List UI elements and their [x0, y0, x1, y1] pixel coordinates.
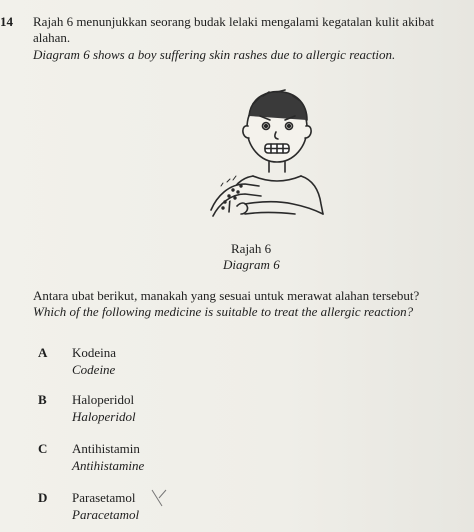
option-b-letter: B	[38, 392, 47, 407]
option-b-english: Haloperidol	[72, 409, 136, 424]
figure-label-english: Diagram 6	[223, 257, 280, 272]
pencil-cross-mark	[150, 488, 172, 512]
prompt-malay: Antara ubat berikut, manakah yang sesuai untuk merawat alahan tersebut?	[33, 288, 420, 303]
option-c-malay: Antihistamin	[72, 441, 140, 456]
question-malay-line1: Rajah 6 menunjukkan seorang budak lelaki mengalami kegatalan kulit akibat	[33, 14, 435, 29]
option-d-letter: D	[38, 490, 48, 505]
option-d-malay: Parasetamol	[72, 490, 136, 505]
figure-label-malay: Rajah 6	[231, 241, 272, 256]
option-a-malay: Kodeina	[72, 345, 117, 360]
question-malay-line2: alahan.	[33, 30, 71, 45]
option-c-letter: C	[38, 441, 48, 456]
prompt-english: Which of the following medicine is suitable to treat the allergic reaction?	[33, 304, 414, 319]
boy-rash-illustration	[205, 86, 330, 234]
option-a-letter: A	[38, 345, 48, 360]
question-english: Diagram 6 shows a boy suffering skin rashes due to allergic reaction.	[33, 47, 396, 62]
option-b-malay: Haloperidol	[72, 392, 135, 407]
option-d-english: Paracetamol	[72, 507, 140, 522]
option-a-english: Codeine	[72, 362, 116, 377]
option-c-english: Antihistamine	[72, 458, 145, 473]
question-number: 14	[0, 14, 13, 29]
